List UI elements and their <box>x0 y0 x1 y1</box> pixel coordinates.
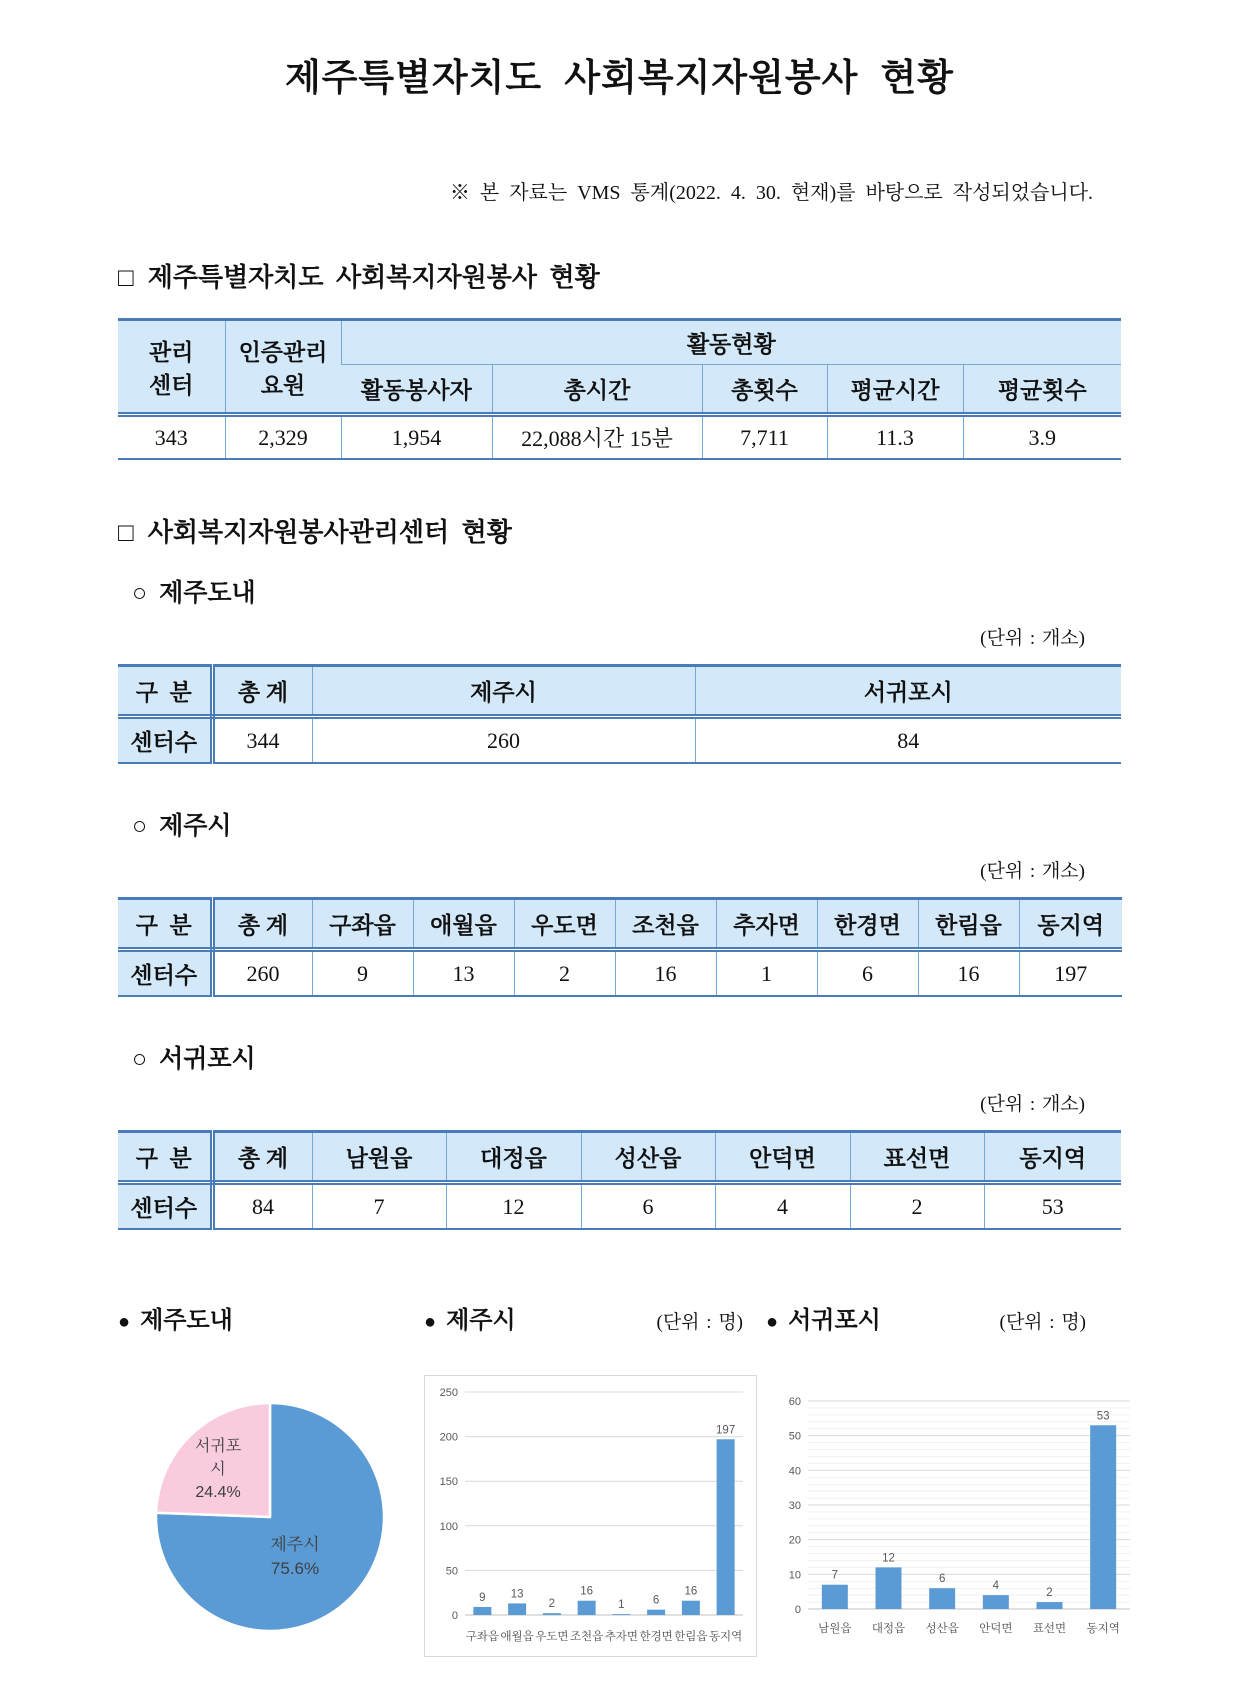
y-tick-label: 250 <box>439 1387 458 1400</box>
bar <box>508 1604 526 1616</box>
square-bullet-icon: □ <box>118 518 134 548</box>
table-head <box>118 1132 1121 1183</box>
bar <box>822 1585 848 1609</box>
x-category-label: 추자면 <box>604 1631 639 1644</box>
table-cell: 197 <box>1019 950 1122 997</box>
table-head <box>118 320 1121 415</box>
y-tick-label: 0 <box>794 1604 801 1617</box>
column-header: 평균시간 <box>827 365 963 415</box>
bar <box>612 1614 630 1615</box>
column-header: 안덕면 <box>715 1132 850 1183</box>
column-header: 구좌읍 <box>312 899 413 950</box>
seogwipo-chart-heading <box>766 1300 1146 1335</box>
unit-label: (단위 : 개소) <box>980 1094 1085 1116</box>
header-row <box>118 1132 1121 1183</box>
pie-chart-title: 제주도내 <box>140 1308 233 1335</box>
bar <box>578 1601 596 1615</box>
table-body <box>118 717 1121 764</box>
subsection-title: 제주도내 <box>159 580 256 608</box>
bar <box>929 1588 955 1609</box>
overview-table-container <box>118 318 1121 460</box>
pie-chart-column <box>118 1300 424 1657</box>
column-header: 구 분 <box>118 666 212 717</box>
column-header <box>118 320 225 415</box>
column-header: 활동봉사자 <box>341 365 492 415</box>
table-cell: 260 <box>212 950 312 997</box>
column-header: 구 분 <box>118 899 212 950</box>
column-header: 총 계 <box>212 899 312 950</box>
table-cell: 84 <box>212 1183 312 1230</box>
table-head <box>118 899 1122 950</box>
header-line: 센터 <box>149 372 194 398</box>
y-tick-label: 40 <box>788 1465 801 1478</box>
table-cell: 344 <box>212 717 312 764</box>
table-cell: 7,711 <box>702 415 827 460</box>
centers-subsection <box>118 573 1121 764</box>
column-header: 표선면 <box>850 1132 984 1183</box>
unit-label: (단위 : 개소) <box>980 861 1085 883</box>
table-body <box>118 950 1122 997</box>
column-header: 한림읍 <box>918 899 1019 950</box>
pie-chart-wrap <box>152 1393 424 1640</box>
x-category-label: 동지역 <box>708 1631 743 1644</box>
column-header: 동지역 <box>984 1132 1121 1183</box>
seogwipo-chart-unit: (단위 : 명) <box>999 1312 1086 1334</box>
table-cell: 16 <box>615 950 716 997</box>
centers-table <box>118 664 1121 764</box>
y-tick-label: 150 <box>439 1476 458 1489</box>
table-row <box>118 415 1121 460</box>
pie-slice-label: 서귀포 <box>194 1438 242 1456</box>
section-heading-label: 제주특별자치도 사회복지자원봉사 현황 <box>147 263 600 293</box>
x-category-label: 남원읍 <box>818 1623 852 1636</box>
subsection-heading <box>132 1039 1121 1075</box>
column-header: 총시간 <box>492 365 702 415</box>
bar-value-label: 2 <box>548 1598 556 1611</box>
y-tick-label: 0 <box>451 1610 458 1623</box>
subsection-title: 제주시 <box>159 813 232 841</box>
circle-bullet-icon: ● <box>118 1311 131 1334</box>
pie-chart-heading <box>118 1300 424 1335</box>
x-category-label: 안덕면 <box>979 1623 1013 1636</box>
y-tick-label: 50 <box>788 1430 801 1443</box>
column-header: 애월읍 <box>413 899 514 950</box>
x-category-label: 대정읍 <box>871 1623 906 1636</box>
column-header: 성산읍 <box>581 1132 715 1183</box>
table-row <box>118 1183 1121 1230</box>
centers-table <box>118 1130 1121 1230</box>
bar-value-label: 7 <box>831 1569 839 1582</box>
bar <box>717 1440 735 1616</box>
table-cell: 2,329 <box>225 415 341 460</box>
circle-outline-bullet-icon: ○ <box>132 580 148 608</box>
bar-value-label: 9 <box>479 1592 486 1605</box>
table-cell: 16 <box>918 950 1019 997</box>
x-category-label: 한림읍 <box>674 1631 708 1644</box>
subsection-title: 서귀포시 <box>159 1046 256 1074</box>
row-label-cell: 센터수 <box>118 950 212 997</box>
table-cell: 2 <box>514 950 615 997</box>
bar-value-label: 6 <box>938 1573 946 1586</box>
header-row <box>118 899 1122 950</box>
bar <box>543 1613 561 1615</box>
column-header: 총 계 <box>212 666 312 717</box>
x-category-label: 동지역 <box>1086 1623 1120 1636</box>
header-row <box>118 320 1121 365</box>
column-header <box>225 320 341 415</box>
table-cell: 1,954 <box>341 415 492 460</box>
subsection-heading <box>132 573 1121 609</box>
table-row <box>118 950 1122 997</box>
column-header: 대정읍 <box>446 1132 581 1183</box>
jeju-bar-chart-frame <box>424 1375 757 1657</box>
y-tick-label: 30 <box>788 1500 801 1513</box>
jeju-chart-heading <box>424 1300 757 1335</box>
table-cell: 7 <box>312 1183 446 1230</box>
table-cell: 11.3 <box>827 415 963 460</box>
table-cell: 22,088시간 15분 <box>492 415 702 460</box>
region-share-pie-chart <box>152 1393 388 1635</box>
header-row <box>118 666 1121 717</box>
bar <box>473 1607 491 1615</box>
table-row <box>118 717 1121 764</box>
y-tick-label: 10 <box>788 1569 801 1582</box>
column-header: 구 분 <box>118 1132 212 1183</box>
x-category-label: 조천읍 <box>569 1631 604 1644</box>
row-label-cell: 센터수 <box>118 717 212 764</box>
seogwipo-bar-chart-frame <box>766 1379 1146 1648</box>
seogwipo-bar-chart <box>766 1379 1144 1643</box>
table-cell: 343 <box>118 415 225 460</box>
column-header: 평균횟수 <box>963 365 1121 415</box>
centers-subsection <box>118 806 1121 997</box>
centers-subsection <box>118 1039 1121 1230</box>
table-cell: 260 <box>312 717 695 764</box>
header-line: 관리 <box>149 339 194 365</box>
seogwipo-bar-chart-column <box>766 1300 1146 1657</box>
centers-table <box>118 897 1122 997</box>
y-tick-label: 200 <box>439 1431 458 1444</box>
circle-outline-bullet-icon: ○ <box>132 813 148 841</box>
pie-slice-label: 24.4% <box>195 1484 241 1502</box>
bar-value-label: 1 <box>618 1599 625 1612</box>
table-cell: 4 <box>715 1183 850 1230</box>
bar <box>647 1610 665 1615</box>
table-cell: 1 <box>716 950 817 997</box>
bar <box>682 1601 700 1615</box>
pie-slice-label: 시 <box>210 1461 226 1479</box>
column-header: 한경면 <box>817 899 918 950</box>
x-category-label: 구좌읍 <box>465 1631 500 1644</box>
bar <box>876 1568 902 1610</box>
table-cell: 2 <box>850 1183 984 1230</box>
header-line: 인증관리 <box>238 339 328 365</box>
column-header: 총횟수 <box>702 365 827 415</box>
table-cell: 6 <box>817 950 918 997</box>
jeju-chart-title: 제주시 <box>446 1308 516 1335</box>
bar-value-label: 16 <box>684 1585 698 1598</box>
circle-outline-bullet-icon: ○ <box>132 1046 148 1074</box>
page-title: 제주특별자치도 사회복지자원봉사 현황 <box>284 58 955 99</box>
y-tick-label: 20 <box>788 1534 801 1547</box>
table-cell: 53 <box>984 1183 1121 1230</box>
table-body <box>118 1183 1121 1230</box>
pie-slice-label: 75.6% <box>270 1559 320 1579</box>
bar-value-label: 16 <box>580 1585 594 1598</box>
bar <box>983 1595 1009 1609</box>
table-cell: 84 <box>695 717 1121 764</box>
group-column-header: 활동현황 <box>341 320 1121 365</box>
bar-value-label: 13 <box>510 1588 524 1601</box>
column-header: 우도면 <box>514 899 615 950</box>
section-heading-centers <box>118 512 1121 549</box>
centers-subsections <box>118 573 1121 1230</box>
subsection-heading <box>132 806 1121 842</box>
table-cell: 3.9 <box>963 415 1121 460</box>
table-body <box>118 415 1121 460</box>
unit-label: (단위 : 개소) <box>980 628 1085 650</box>
table-cell: 9 <box>312 950 413 997</box>
y-tick-label: 100 <box>439 1521 458 1534</box>
charts-row <box>118 1300 1153 1657</box>
source-note: ※ 본 자료는 VMS 통계(2022. 4. 30. 현재)를 바탕으로 작성되었습니다. <box>449 182 1093 205</box>
circle-bullet-icon: ● <box>424 1311 437 1334</box>
section-heading-overview <box>118 257 1121 294</box>
bar-value-label: 2 <box>1046 1587 1053 1600</box>
table-cell: 13 <box>413 950 514 997</box>
column-header: 남원읍 <box>312 1132 446 1183</box>
y-tick-label: 60 <box>788 1396 801 1409</box>
x-category-label: 표선면 <box>1032 1623 1067 1636</box>
table-cell: 6 <box>581 1183 715 1230</box>
bar <box>1090 1426 1116 1610</box>
square-bullet-icon: □ <box>118 263 134 293</box>
jeju-bar-chart <box>425 1376 755 1651</box>
overview-table <box>118 318 1121 460</box>
column-header: 동지역 <box>1019 899 1122 950</box>
bar-value-label: 6 <box>652 1594 660 1607</box>
column-header: 서귀포시 <box>695 666 1121 717</box>
y-tick-label: 50 <box>445 1565 458 1578</box>
bar-value-label: 53 <box>1096 1410 1110 1423</box>
x-category-label: 성산읍 <box>925 1623 959 1636</box>
jeju-chart-unit: (단위 : 명) <box>656 1312 743 1334</box>
header-line: 요원 <box>260 372 306 398</box>
bar-value-label: 12 <box>882 1552 895 1565</box>
bar-value-label: 4 <box>992 1580 1000 1593</box>
column-header: 추자면 <box>716 899 817 950</box>
pie-slice-label: 제주시 <box>270 1535 320 1555</box>
bar <box>1037 1602 1063 1609</box>
x-category-label: 애월읍 <box>500 1631 534 1644</box>
row-label-cell: 센터수 <box>118 1183 212 1230</box>
x-category-label: 우도면 <box>535 1631 569 1644</box>
section-heading-label: 사회복지자원봉사관리센터 현황 <box>147 518 512 548</box>
column-header: 제주시 <box>312 666 695 717</box>
table-head <box>118 666 1121 717</box>
bar-value-label: 197 <box>716 1424 736 1437</box>
seogwipo-chart-title: 서귀포시 <box>788 1308 881 1335</box>
column-header: 총 계 <box>212 1132 312 1183</box>
circle-bullet-icon: ● <box>766 1311 779 1334</box>
table-cell: 12 <box>446 1183 581 1230</box>
column-header: 조천읍 <box>615 899 716 950</box>
jeju-bar-chart-column <box>424 1300 757 1657</box>
x-category-label: 한경면 <box>639 1631 673 1644</box>
